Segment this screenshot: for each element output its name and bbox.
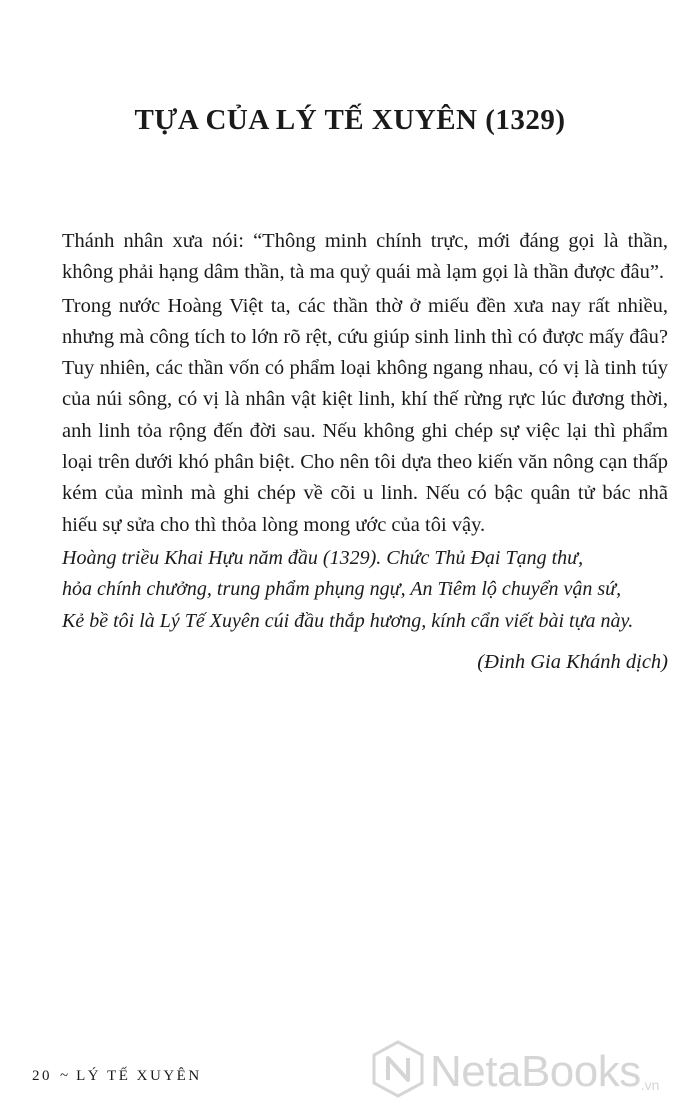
footer-separator: ~: [60, 1068, 69, 1084]
translator-credit: (Đinh Gia Khánh dịch): [477, 650, 668, 673]
paragraph-1: Thánh nhân xưa nói: “Thông minh chính trực, mới đáng gọi là thần, không phải hạng dâm thần, tà ma quỷ quái mà lạm gọi là thần được đâu”.: [62, 230, 668, 284]
netabooks-logo-icon: [372, 1040, 424, 1103]
colophon-line-1: Hoàng triều Khai Hựu năm đầu (1329). Chức Thủ Đại Tạng thư,: [62, 546, 584, 569]
chapter-title: TỰA CỦA LÝ TẾ XUYÊN (1329): [134, 104, 566, 136]
page-footer: [32, 1068, 202, 1085]
watermark: [372, 1040, 659, 1103]
paragraph-2: Trong nước Hoàng Việt ta, các thần thờ ở miếu đền xưa nay rất nhiều, nhưng mà công tích to lớn rõ rệt, cứu giúp sinh linh thì có được mấy đâu? Tuy nhiên, các thần vốn có phẩm loại không ngang nhau, có vị là tinh túy của núi sông, có vị là nhân vật kiệt linh, khí thế rừng rực lúc đương thời, anh linh tỏa rộng đến đời sau. Nếu không ghi chép sự việc lại thì phẩm loại trên dưới khó phân biệt. Cho nên tôi dựa theo kiến văn nông cạn thấp kém của mình mà ghi chép về cõi u linh. Nếu có bậc quân tử bác nhã hiếu sự sửa cho thì thỏa lòng mong ước của tôi vậy.: [62, 294, 668, 536]
watermark-brand: NetaBooks: [430, 1046, 641, 1096]
page-number: 20: [32, 1068, 52, 1084]
watermark-suffix: .vn: [640, 1077, 660, 1093]
running-title: LÝ TẾ XUYÊN: [76, 1068, 202, 1084]
body-text: [62, 226, 668, 678]
colophon-line-3: Kẻ bề tôi là Lý Tế Xuyên cúi đầu thắp hương, kính cẩn viết bài tựa này.: [62, 609, 634, 632]
colophon-line-2: hỏa chính chưởng, trung phẩm phụng ngự, An Tiêm lộ chuyển vận sứ,: [62, 578, 622, 601]
